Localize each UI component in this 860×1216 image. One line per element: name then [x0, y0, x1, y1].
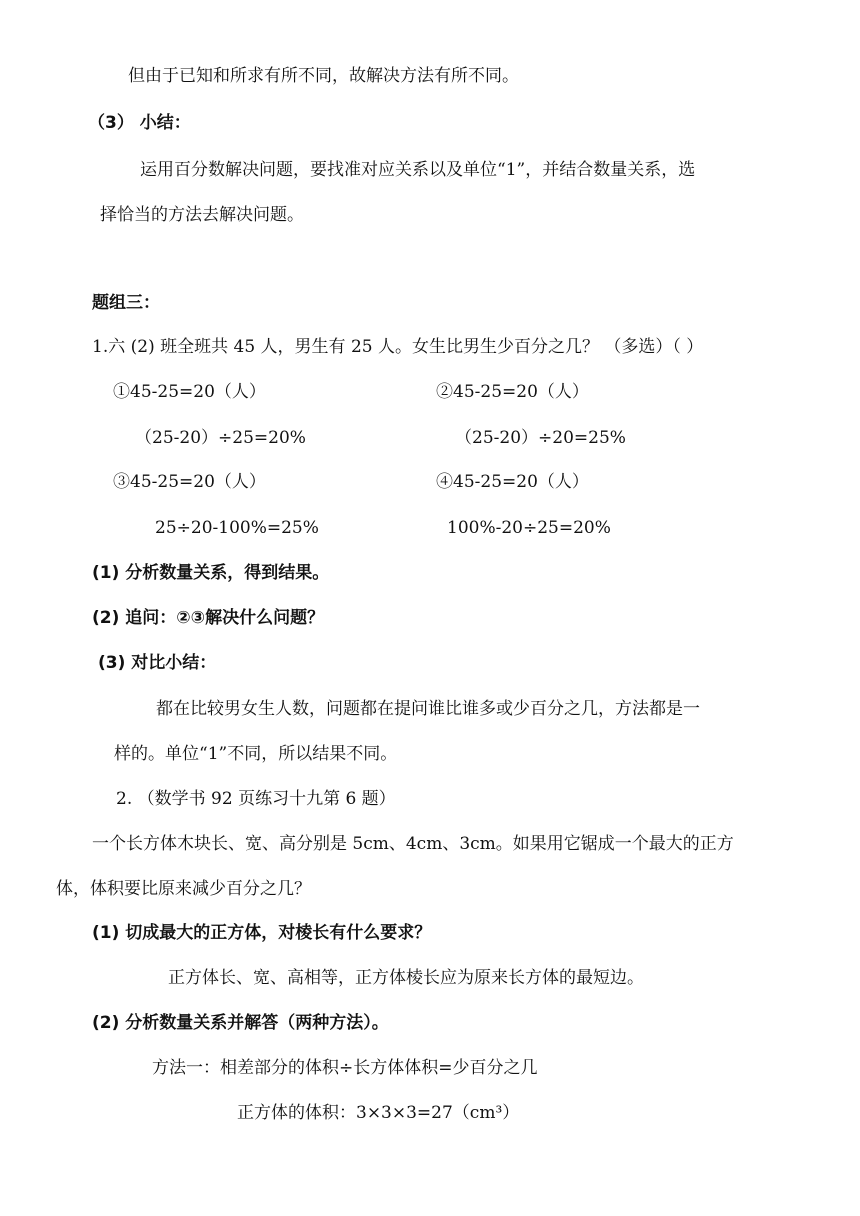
option-d-line1: ④45-25=20（人）: [436, 472, 589, 492]
option-a-line2: （25-20）÷25=20%: [135, 428, 306, 448]
step-heading: (3) 对比小结：: [98, 653, 217, 673]
option-d-line2: 100%-20÷25=20%: [447, 518, 611, 538]
step-heading: (2) 追问：②③解决什么问题？: [92, 608, 325, 628]
question-stem: 1.六 (2) 班全班共 45 人，男生有 25 人。女生比男生少百分之几？ （多选）（ ）: [92, 337, 704, 357]
step-heading: (1) 分析数量关系，得到结果。: [92, 563, 330, 583]
subheading: （3） 小结：: [88, 113, 191, 133]
text-line: 但由于已知和所求有所不同，故解决方法有所不同。: [128, 66, 519, 86]
text-line: 样的。单位“1”不同，所以结果不同。: [114, 744, 398, 764]
text-line: 正方体长、宽、高相等，正方体棱长应为原来长方体的最短边。: [168, 968, 644, 988]
option-c-line2: 25÷20-100%=25%: [155, 518, 319, 538]
option-a-line1: ①45-25=20（人）: [113, 382, 266, 402]
step-heading: (2) 分析数量关系并解答（两种方法）。: [92, 1013, 389, 1033]
text-line: 方法一：相差部分的体积÷长方体体积=少百分之几: [152, 1058, 538, 1078]
question-stem: 一个长方体木块长、宽、高分别是 5cm、4cm、3cm。如果用它锯成一个最大的正方: [92, 834, 734, 854]
calculation-line: 正方体的体积：3×3×3=27（cm³）: [237, 1103, 520, 1123]
question-reference: 2. （数学书 92 页练习十九第 6 题）: [116, 789, 396, 809]
text-line: 都在比较男女生人数，问题都在提问谁比谁多或少百分之几，方法都是一: [156, 699, 700, 719]
text-line: 择恰当的方法去解决问题。: [100, 205, 304, 225]
option-b-line1: ②45-25=20（人）: [436, 382, 589, 402]
option-c-line1: ③45-25=20（人）: [113, 472, 266, 492]
text-line: 运用百分数解决问题，要找准对应关系以及单位“1”，并结合数量关系，选: [140, 160, 696, 180]
question-stem: 体，体积要比原来减少百分之几？: [56, 879, 311, 899]
option-b-line2: （25-20）÷20=25%: [455, 428, 626, 448]
section-title: 题组三：: [92, 293, 160, 313]
step-heading: (1) 切成最大的正方体，对棱长有什么要求？: [92, 923, 432, 943]
